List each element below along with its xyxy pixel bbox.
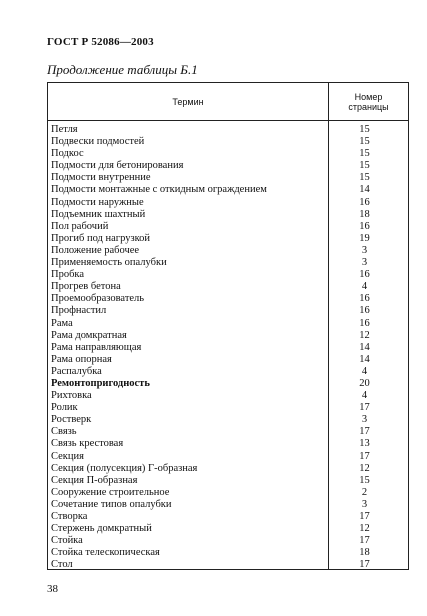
- table-row: [48, 487, 408, 499]
- page-number-cell: 17: [359, 450, 370, 462]
- term-cell: Подмости для бетонирования: [51, 160, 184, 172]
- column-header-page-line1: Номер: [354, 91, 383, 102]
- table-row: [48, 269, 408, 281]
- term-cell: Секция П-образная: [51, 474, 138, 486]
- page-number-cell: 17: [359, 426, 370, 438]
- term-cell: Секция: [51, 450, 84, 462]
- term-cell: Прогрев бетона: [51, 281, 121, 293]
- table-row: [48, 257, 408, 269]
- page-number-cell: 4: [361, 390, 368, 402]
- page-number-cell: 18: [359, 208, 370, 220]
- table-rows: [48, 124, 408, 571]
- terms-table: [47, 82, 409, 570]
- column-header-term: Термин: [48, 83, 329, 120]
- table-row: [48, 511, 408, 523]
- page-number-cell: 15: [359, 136, 370, 148]
- table-row: [48, 136, 408, 148]
- term-cell: Ролик: [51, 402, 78, 414]
- term-cell: Подвески подмостей: [51, 136, 145, 148]
- table-row: [48, 342, 408, 354]
- table-row: [48, 463, 408, 475]
- column-header-page: [329, 83, 408, 120]
- term-cell: Положение рабочее: [51, 244, 140, 256]
- table-row: [48, 197, 408, 209]
- table-row: [48, 378, 408, 390]
- table-row: [48, 426, 408, 438]
- page-number-cell: 14: [359, 184, 370, 196]
- term-cell: Подмости внутренние: [51, 172, 151, 184]
- page-number-cell: 18: [359, 547, 370, 559]
- term-cell: Рихтовка: [51, 390, 92, 402]
- page-number-cell: 14: [359, 341, 370, 353]
- term-cell: Профнастил: [51, 305, 107, 317]
- page-number-cell: 17: [359, 535, 370, 547]
- table-row: [48, 523, 408, 535]
- table-row: [48, 245, 408, 257]
- table-row: [48, 451, 408, 463]
- table-row: [48, 281, 408, 293]
- page-number-cell: 4: [361, 365, 368, 377]
- term-cell: Ремонтопригодность: [51, 377, 150, 389]
- term-cell: Рама направляющая: [51, 341, 142, 353]
- page-number-cell: 19: [359, 232, 370, 244]
- term-cell: Рама опорная: [51, 353, 112, 365]
- table-row: [48, 414, 408, 426]
- table-continuation-title: Продолжение таблицы Б.1: [47, 62, 198, 77]
- page-number-cell: 15: [359, 148, 370, 160]
- term-cell: Стойка телескопическая: [51, 547, 160, 559]
- page-number-cell: 14: [359, 353, 370, 365]
- table-row: [48, 390, 408, 402]
- table-row: [48, 124, 408, 136]
- term-cell: Сооружение строительное: [51, 486, 170, 498]
- page-number-cell: 16: [359, 196, 370, 208]
- term-cell: Связь: [51, 426, 77, 438]
- term-cell: Прогиб под нагрузкой: [51, 232, 151, 244]
- table-row: [48, 438, 408, 450]
- page-number-cell: 13: [359, 438, 370, 450]
- term-cell: Створка: [51, 511, 88, 522]
- table-row: [48, 184, 408, 196]
- term-cell: Секция (полусекция) Г-образная: [51, 462, 198, 474]
- table-row: [48, 148, 408, 160]
- term-cell: Связь крестовая: [51, 438, 124, 450]
- term-cell: Ростверк: [51, 414, 92, 426]
- term-cell: Подъемник шахтный: [51, 208, 146, 220]
- page-number-cell: 12: [359, 462, 370, 474]
- term-cell: Проемообразователь: [51, 293, 145, 305]
- term-cell: Подмости монтажные с откидным ограждением: [51, 184, 267, 196]
- term-cell: Рама домкратная: [51, 329, 127, 341]
- table-row: [48, 305, 408, 317]
- table-row: [48, 318, 408, 330]
- table-row: [48, 293, 408, 305]
- page-number-cell: 2: [361, 486, 368, 498]
- page-number-cell: 17: [359, 402, 370, 414]
- table-body: [48, 120, 408, 569]
- page-number-cell: 3: [361, 244, 368, 256]
- page-number-cell: 15: [359, 160, 370, 172]
- table-row: [48, 402, 408, 414]
- term-cell: Стойка: [51, 535, 83, 547]
- term-cell: Стержень домкратный: [51, 523, 152, 535]
- page-number-cell: 12: [359, 523, 370, 535]
- page-number-cell: 15: [359, 172, 370, 184]
- table-row: [48, 559, 408, 571]
- page-number-cell: 3: [361, 498, 368, 510]
- table-row: [48, 330, 408, 342]
- page-number-cell: 15: [359, 124, 370, 135]
- term-cell: Рама: [51, 317, 73, 329]
- table-row: [48, 160, 408, 172]
- page-number-cell: 3: [361, 257, 368, 269]
- page-number-cell: 16: [359, 269, 370, 281]
- table-row: [48, 547, 408, 559]
- page-number-cell: 4: [361, 281, 368, 293]
- document-code: ГОСТ Р 52086—2003: [47, 36, 154, 48]
- term-cell: Стол: [51, 559, 73, 571]
- term-cell: Пол рабочий: [51, 220, 109, 232]
- page-number-cell: 20: [359, 377, 370, 389]
- table-row: [48, 221, 408, 233]
- term-cell: Применяемость опалубки: [51, 257, 167, 269]
- table-row: [48, 499, 408, 511]
- table-row: [48, 209, 408, 221]
- term-cell: Петля: [51, 124, 78, 135]
- page-number-cell: 16: [359, 293, 370, 305]
- page-number-cell: 15: [359, 474, 370, 486]
- column-header-page-line2: страницы: [348, 101, 389, 112]
- page-number-cell: 12: [359, 329, 370, 341]
- term-cell: Сочетание типов опалубки: [51, 498, 172, 510]
- term-cell: Подкос: [51, 148, 84, 160]
- page-number: 38: [47, 583, 58, 595]
- term-cell: Пробка: [51, 269, 85, 281]
- table-row: [48, 475, 408, 487]
- table-row: [48, 172, 408, 184]
- page-number-cell: 16: [359, 305, 370, 317]
- table-row: [48, 535, 408, 547]
- table-row: [48, 233, 408, 245]
- page-number-cell: 3: [361, 414, 368, 426]
- term-cell: Распалубка: [51, 365, 102, 377]
- page-number-cell: 16: [359, 317, 370, 329]
- table-row: [48, 366, 408, 378]
- table-row: [48, 354, 408, 366]
- page-number-cell: 17: [359, 559, 370, 571]
- page-number-cell: 16: [359, 220, 370, 232]
- table-header: [48, 83, 408, 121]
- page-number-cell: 17: [359, 511, 370, 522]
- term-cell: Подмости наружные: [51, 196, 144, 208]
